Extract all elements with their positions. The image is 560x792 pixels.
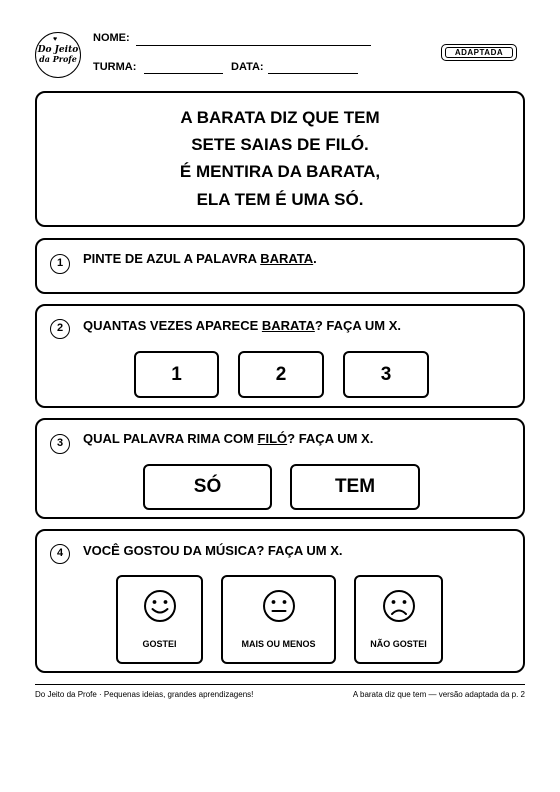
- question-2-text: [83, 318, 401, 333]
- question-2-text-before: QUANTAS VEZES APARECE: [83, 318, 262, 333]
- question-2-text-after: ? FAÇA UM X.: [314, 318, 402, 333]
- question-3-box: [35, 418, 525, 519]
- face-label-gostei: GOSTEI: [142, 639, 177, 649]
- question-3-text-after: ? FAÇA UM X.: [287, 431, 374, 446]
- song-line-1: A BARATA DIZ QUE TEM: [180, 108, 380, 127]
- question-1-text-before: PINTE DE AZUL A PALAVRA: [83, 251, 261, 266]
- option-tem-box[interactable]: TEM: [290, 464, 420, 510]
- question-4-box: [35, 529, 525, 673]
- nome-label: NOME:: [93, 32, 130, 44]
- question-1-highlight: BARATA: [260, 251, 314, 266]
- song-line-2: SETE SAIAS DE FILÓ.: [191, 135, 369, 154]
- face-card-nao-gostei[interactable]: [354, 575, 443, 664]
- logo: [35, 32, 81, 78]
- question-3-number: 3: [50, 434, 70, 454]
- option-so-box[interactable]: SÓ: [143, 464, 272, 510]
- face-label-nao-gostei: NÃO GOSTEI: [370, 639, 427, 649]
- option-2-box[interactable]: 2: [238, 351, 324, 398]
- question-4-text: VOCÊ GOSTOU DA MÚSICA? FAÇA UM X.: [83, 543, 343, 558]
- footer-right-text: A barata diz que tem — versão adaptada da p. 2: [352, 690, 525, 699]
- nome-field[interactable]: [136, 45, 371, 46]
- song-line-3: É MENTIRA DA BARATA,: [179, 162, 381, 181]
- badge-label: ADAPTADA: [445, 47, 513, 58]
- logo-line-1: Do Jeito: [37, 45, 79, 55]
- heart-icon: ♥: [53, 36, 58, 43]
- question-3-text: [83, 431, 373, 446]
- song-box: [35, 91, 525, 227]
- question-1-box: [35, 238, 525, 294]
- face-card-gostei[interactable]: [116, 575, 203, 664]
- data-field[interactable]: [268, 73, 358, 74]
- footer-left-text: Do Jeito da Profe · Pequenas ideias, grandes aprendizagens!: [35, 690, 254, 699]
- question-3-text-before: QUAL PALAVRA RIMA COM: [83, 431, 258, 446]
- data-label: DATA:: [231, 61, 264, 73]
- face-card-mais-ou-menos[interactable]: [221, 575, 336, 664]
- face-label-mais-ou-menos: MAIS OU MENOS: [241, 639, 316, 649]
- song-line-4: ELA TEM É UMA SÓ.: [196, 190, 364, 209]
- question-2-box: [35, 304, 525, 408]
- question-3-highlight: FILÓ: [257, 431, 288, 446]
- logo-line-2: da Profe: [39, 54, 77, 64]
- question-2-highlight: BARATA: [261, 318, 315, 333]
- question-4-number: 4: [50, 544, 70, 564]
- option-3-box[interactable]: 3: [343, 351, 429, 398]
- sad-face-icon: [382, 589, 416, 623]
- turma-field[interactable]: [144, 73, 223, 74]
- smile-face-icon: [143, 589, 177, 623]
- footer-divider: [35, 684, 525, 685]
- adaptada-badge: [441, 44, 517, 61]
- turma-label: TURMA:: [93, 61, 137, 73]
- question-1-number: 1: [50, 254, 70, 274]
- question-1-text-after: .: [313, 251, 317, 266]
- question-2-number: 2: [50, 319, 70, 339]
- option-1-box[interactable]: 1: [134, 351, 219, 398]
- neutral-face-icon: [262, 589, 296, 623]
- question-1-text: [83, 251, 317, 266]
